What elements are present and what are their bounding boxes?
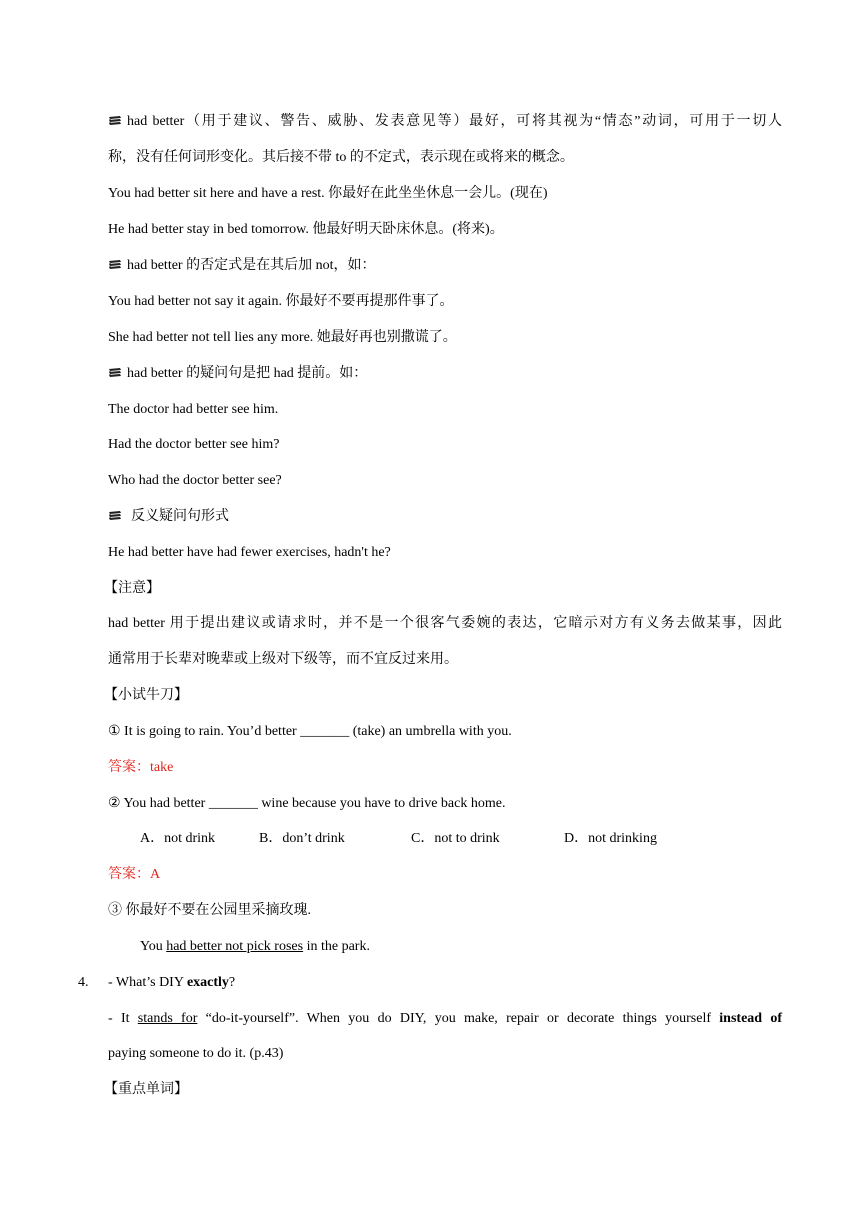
question: ③ 你最好不要在公园里采摘玫瑰.	[108, 903, 311, 918]
section-heading: 【重点单词】	[104, 1082, 188, 1097]
option-b: B．don’t drink	[259, 831, 345, 846]
books-icon	[108, 367, 122, 379]
option-a: A．not drink	[140, 831, 216, 846]
paragraph-line: had better（用于建议、警告、威胁、发表意见等）最好，可将其视为“情态”动词，可用于一切人	[108, 112, 782, 132]
option-d: D．not drinking	[564, 831, 657, 846]
example-sentence: He had better stay in bed tomorrow. 他最好明天卧床休息。(将来)。	[108, 222, 504, 237]
underlined-phrase: had better not pick roses	[166, 939, 304, 954]
dialogue-line: - What’s DIY exactly?	[108, 975, 236, 990]
paragraph-line: had better 的疑问句是把 had 提前。如：	[108, 364, 782, 384]
answer: 答案：A	[108, 867, 161, 882]
example-sentence: You had better not say it again. 你最好不要再提那件事了。	[108, 294, 454, 309]
question: ① It is going to rain. You’d better _______ (take) an umbrella with you.	[108, 724, 512, 739]
paragraph-line: had better 的否定式是在其后加 not，如：	[108, 256, 782, 276]
item-number: 4.	[78, 975, 89, 990]
question: ② You had better _______ wine because you have to drive back home.	[108, 796, 506, 811]
example-sentence: Who had the doctor better see?	[108, 473, 282, 488]
paragraph-line: 反义疑问句形式	[108, 507, 782, 527]
books-icon	[108, 115, 122, 127]
paragraph-line: had better 用于提出建议或请求时，并不是一个很客气委婉的表达，它暗示对方有义务去做某事，因此	[108, 616, 782, 631]
books-icon	[108, 259, 122, 271]
example-sentence: She had better not tell lies any more. 她最好再也别撒谎了。	[108, 330, 457, 345]
answer: 答案：take	[108, 760, 174, 775]
answer-sentence: You had better not pick roses in the park.	[140, 939, 370, 954]
dialogue-line: paying someone to do it. (p.43)	[108, 1046, 284, 1061]
paragraph-line: 称，没有任何词形变化。其后接不带 to 的不定式，表示现在或将来的概念。	[108, 150, 574, 165]
section-heading: 【小试牛刀】	[104, 688, 188, 703]
option-c: C．not to drink	[411, 831, 500, 846]
example-sentence: He had better have had fewer exercises, hadn't he?	[108, 545, 391, 560]
dialogue-line: - It stands for “do-it-yourself”. When you do DIY, you make, repair or decorate things yourself instead of	[108, 1011, 783, 1026]
section-heading: 【注意】	[104, 581, 160, 596]
books-icon	[108, 510, 122, 522]
example-sentence: The doctor had better see him.	[108, 402, 279, 417]
paragraph-line: 通常用于长辈对晚辈或上级对下级等，而不宜反过来用。	[108, 652, 458, 667]
example-sentence: Had the doctor better see him?	[108, 437, 280, 452]
example-sentence: You had better sit here and have a rest. 你最好在此坐坐休息一会儿。(现在)	[108, 186, 548, 201]
